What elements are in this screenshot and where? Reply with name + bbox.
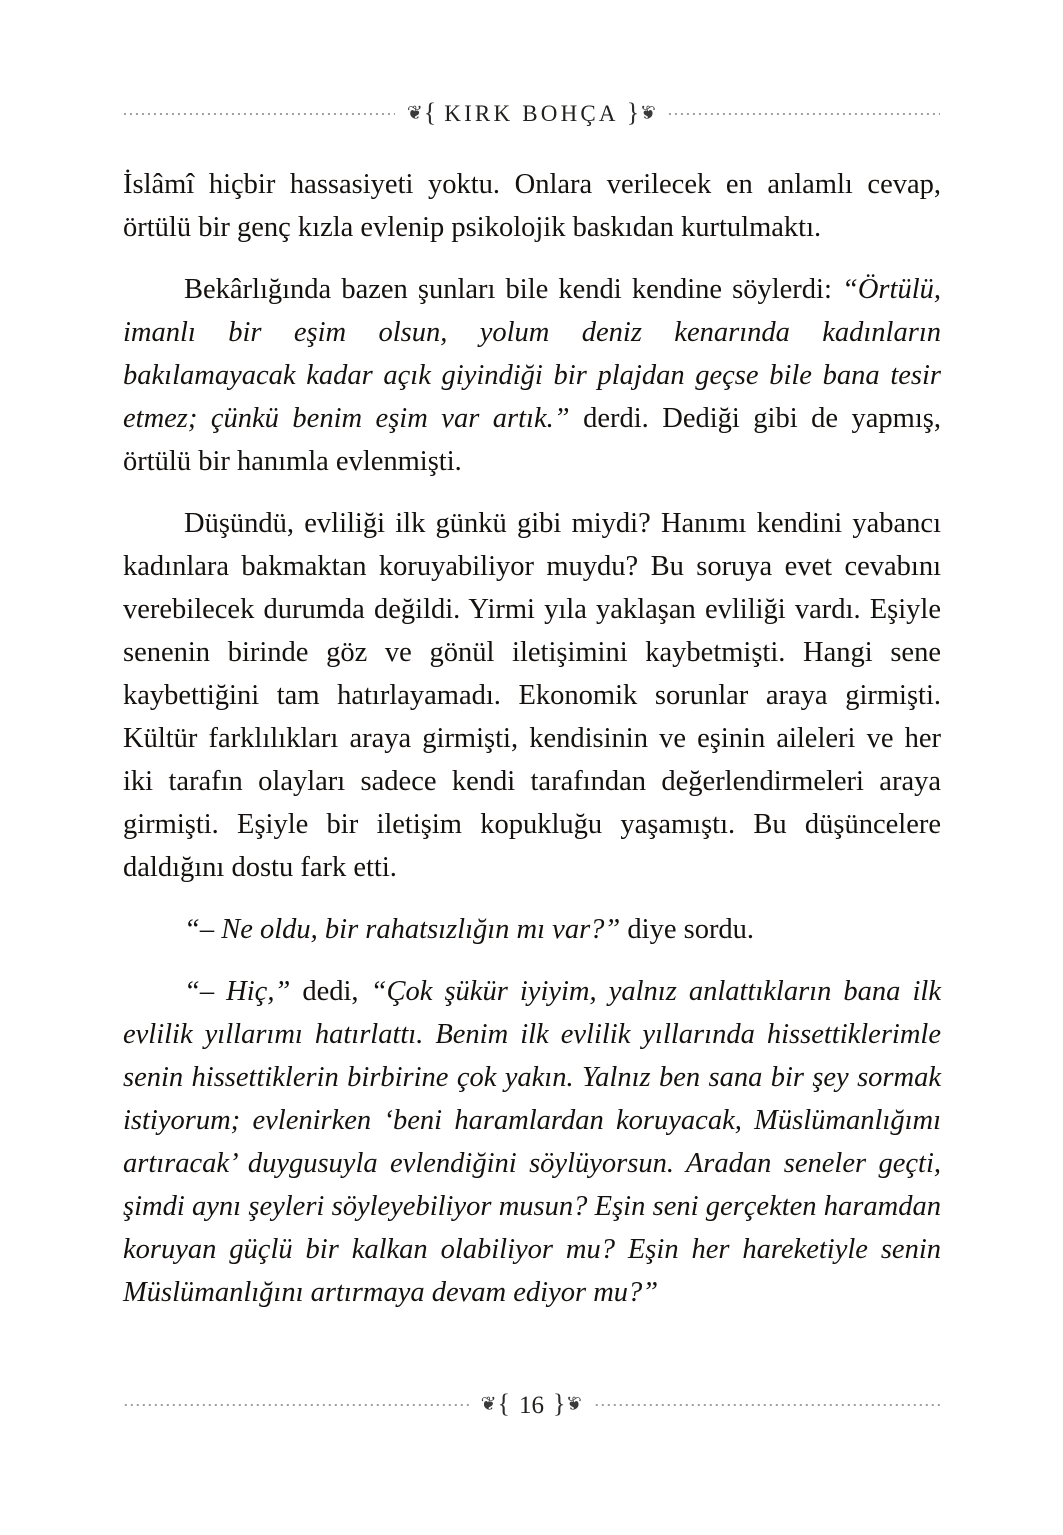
paragraph (123, 502, 941, 889)
brace-open-icon: { (497, 1389, 510, 1418)
text-run-italic: “– Hiç,” (184, 976, 291, 1007)
header-rule-left (123, 113, 395, 115)
fleuron-ornament-icon: ❦ (480, 1393, 497, 1415)
fleuron-ornament-icon: ❦ (640, 102, 657, 124)
paragraph (123, 268, 941, 483)
text-run-italic: “– Ne oldu, bir rahatsızlığın mı var?” (184, 914, 621, 945)
brace-open-icon: { (423, 98, 437, 127)
brace-close-icon: } (553, 1389, 566, 1418)
text-run: dedi, (290, 976, 371, 1007)
page-footer (123, 1388, 940, 1422)
paragraph (123, 970, 941, 1314)
text-run: Düşündü, evliliği ilk günkü gibi miydi? Hanımı kendini yabancı kadınlara bakmaktan koruyabiliyor muydu? Bu soruya evet cevabını verebilecek durumda değildi. Yirmi yıla yaklaşan evliliği vardı. Eşiyle senenin birinde göz ve gönül iletişimini kaybetmişti. Hangi sene kaybettiğini tam hatırlayamadı. Ekonomik sorunlar araya girmişti. Kültür farklılıkları araya girmişti, kendisinin ve eşinin aileleri ve her iki tarafın olayları sadece kendi tarafından değerlendirmeleri araya girmişti. Eşiyle bir iletişim kopukluğu yaşamıştı. Bu düşüncelere daldığını dostu fark etti. (123, 508, 941, 883)
brace-close-icon: } (626, 98, 640, 127)
header-rule-right (668, 113, 940, 115)
fleuron-ornament-icon: ❦ (566, 1393, 583, 1415)
text-run-italic: “Örtülü, imanlı bir eşim olsun, yolum deniz kenarında kadınların bakılamayacak kadar açık giyindiği bir plajdan geçse bile bana tesir etmez; çünkü benim eşim var artık.” (123, 274, 941, 434)
text-run-italic: “Çok şükür iyiyim, yalnız anlattıkların bana ilk evlilik yıllarımı hatırlattı. Benim ilk evlilik yıllarında hissettiklerimle senin hissettiklerin birbirine çok yakın. Yalnız ben sana bir şey sormak istiyorum; evlenirken ‘beni haramlardan koruyacak, Müslümanlığımı artıracak’ duygusuyla evlendiğini söylüyorsun. Aradan seneler geçti, şimdi aynı şeyleri söyleyebiliyor musun? Eşin seni gerçekten haramdan koruyan güçlü bir kalkan olabiliyor mu? Eşin her hareketiyle senin Müslümanlığını artırmaya devam ediyor mu?” (123, 976, 941, 1308)
fleuron-ornament-icon: ❦ (406, 102, 423, 124)
running-head-center (395, 98, 668, 127)
page-number: 16 (519, 1391, 544, 1419)
footer-rule-left (123, 1404, 469, 1406)
text-run: diye sordu. (620, 914, 755, 945)
body-text-column (123, 163, 941, 1333)
folio-center (469, 1389, 595, 1419)
text-run: derdi. Dediği gibi de yapmış, örtülü bir hanımla evlenmişti. (123, 403, 941, 477)
running-head (123, 97, 940, 131)
text-run: İslâmî hiçbir hassasiyeti yoktu. Onlara verilecek en anlamlı cevap, örtülü bir genç kızla evlenip psikolojik baskıdan kurtulmaktı. (123, 169, 941, 243)
paragraph (123, 163, 941, 249)
paragraph (123, 908, 941, 951)
footer-rule-right (594, 1404, 940, 1406)
text-run: Bekârlığında bazen şunları bile kendi kendine söylerdi: (184, 274, 842, 305)
book-title: KIRK BOHÇA (444, 101, 619, 126)
